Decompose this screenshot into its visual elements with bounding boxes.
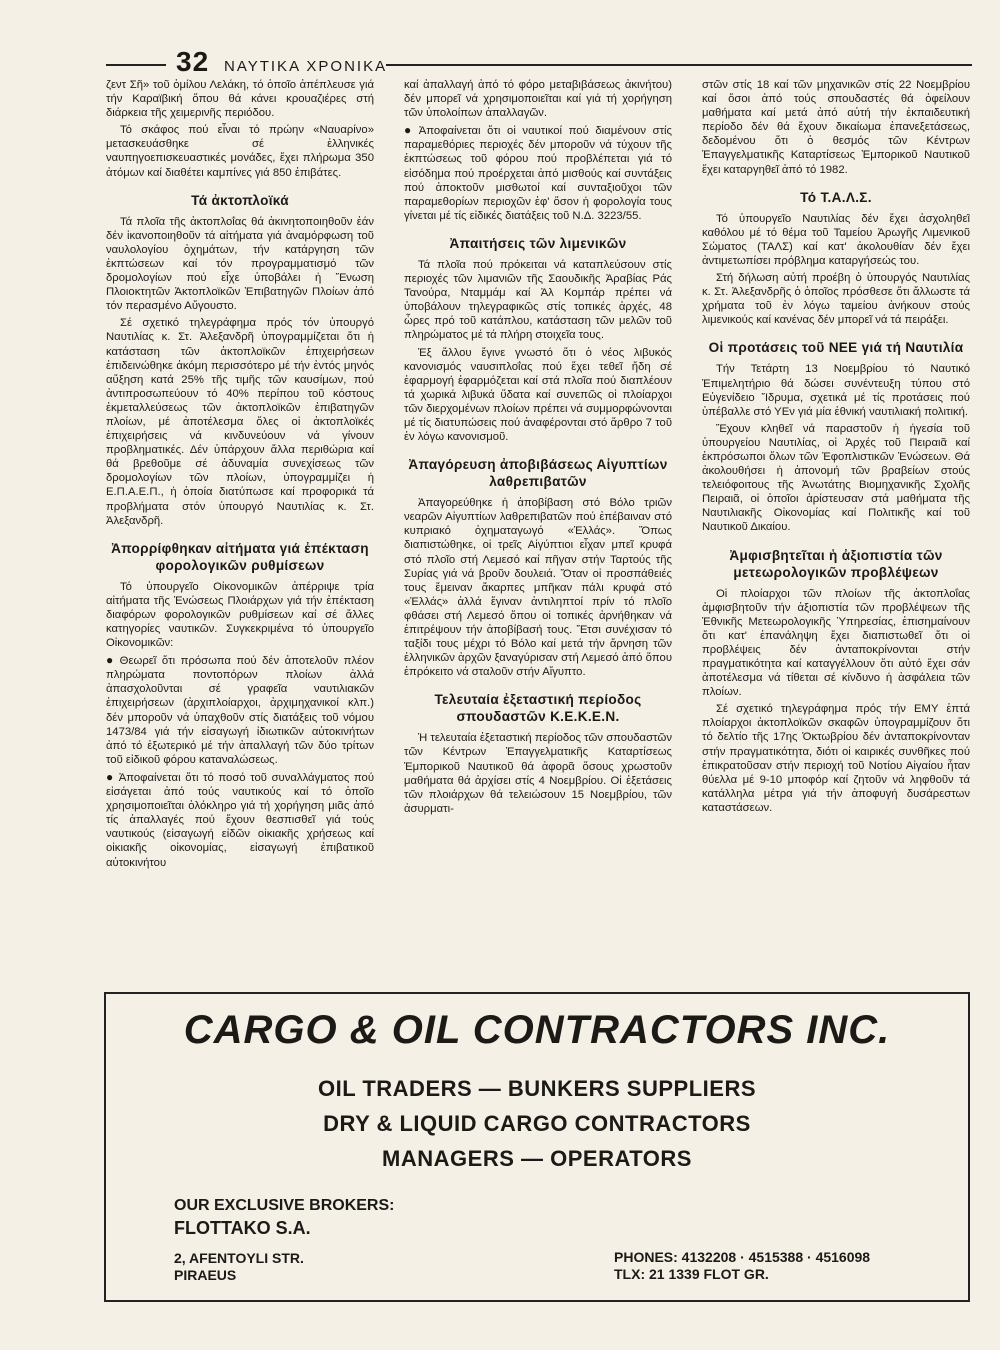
bullet-icon: ● — [106, 653, 116, 668]
ad-brokers-name: FLOTTAKO S.A. — [174, 1218, 311, 1238]
bullet-icon: ● — [106, 769, 115, 784]
ad-service-line: OIL TRADERS — BUNKERS SUPPLIERS — [317, 1076, 757, 1101]
article-column-2 — [404, 78, 672, 990]
paragraph: Σέ σχετικό τηλεγράφημα πρός τήν ΕΜΥ ἑπτά πλοίαρχοι ἀκτοπλοϊκῶν σκαφῶν ὑπογραμμίζουν ὅτι τό δελτίο τῆς 17ης Ὀκτωβρίου δέν ἀνταποκρίνονταν στήν πραγματικότητα, διότι οἱ καιρικές συνθῆκες πού ἐπικρατοῦσαν στήν περιοχή τοῦ Νοτίου Αἰγαίου ἦταν θύελλα μέ 9-10 μποφόρ καί ζητοῦν νά ληφθοῦν τά κατάλληλα μέτρα γιά τήν ἀποφυγή δυσάρεστων καταστάσεων. — [702, 703, 970, 814]
bullet-paragraph — [106, 653, 374, 767]
paragraph: Ἔχουν κληθεῖ νά παραστοῦν ἡ ἡγεσία τοῦ ὑπουργείου Ναυτιλίας, οἱ Ἀρχές τοῦ Πειραιᾶ καί ἐκπρόσωποι ὅλων τῶν Ἐφοπλιστικῶν Ἑνώσεων. Θά ἀκολουθήσει ἡ ἀπονομή τῶν βραβείων στούς τελειόφοιτους τῆς Ἀνωτάτης Βιομηχανικῆς Σχολῆς Πειραιᾶ, οἱ ὁποῖοι ἀρίστευσαν στά μαθήματα τῆς Ναυτιλιακῆς Οἰκονομίας καί Πολιτικῆς καί τοῦ Ναυτικοῦ Δικαίου. — [702, 422, 970, 534]
section-heading: Τελευταία ἐξεταστική περίοδος σπουδαστῶν Κ.Ε.Κ.Ε.Ν. — [434, 692, 642, 725]
page-number: 32 — [176, 46, 210, 77]
paragraph: Τό σκάφος πού εἶναι τό πρώην «Ναυαρίνο» μετασκευάσθηκε σέ ἑλληνικές ναυπηγοεπισκευαστικές μονάδες, ἔχει πλήρωμα 350 ἀτόμων καί διαθέτει καμπίνες γιά 850 ἐπιβάτες. — [106, 124, 374, 179]
bullet-text: Ἀποφαίνεται ὅτι οἱ ναυτικοί πού διαμένουν στίς παραμεθόριες περιοχές δέν μποροῦν νά τύχουν τῆς ἐκπτώσεως τοῦ φόρου πού προβλέπεται γιά τό εἰσόδημα πού προέρχεται ἀπό μισθούς καί συντάξεις πού ἀποκτοῦν μισθωτοί καί συνταξιοῦχοι τῶν παραμεθορίων περιοχῶν ἐφ' ὅσον ἡ φορολογία τους γίνεται μέ τίς εἰδικές διατάξεις τοῦ Ν.Δ. 3223/55. — [404, 125, 672, 222]
ad-address-city: PIRAEUS — [174, 1267, 237, 1283]
section-heading: Ἀπορρίφθηκαν αἰτήματα γιά ἐπέκταση φορολογικῶν ρυθμίσεων — [111, 540, 369, 573]
section-heading: Τά ἀκτοπλοϊκά — [191, 192, 289, 208]
section-heading: Τό Τ.Α.Λ.Σ. — [800, 189, 872, 205]
paragraph: Οἱ πλοίαρχοι τῶν πλοίων τῆς ἀκτοπλοΐας ἀμφισβητοῦν τήν ἀξιοπιστία τῶν προβλέψεων τῆς Ἐθνικῆς Μετεωρολογικῆς Ὑπηρεσίας, ἐπισημαίνουν ὅτι κατ' ἐπανάληψη ἔχει διαπιστωθεῖ ὅτι οἱ προβλέψεις δέν ἀνταποκρίνονται στήν πραγματικότητα καί καταγγέλλουν ὅτι αὐτό ἔχει σάν ἀποτέλεσμα νά τίθεται σέ κίνδυνο ἡ ἀσφάλεια τῶν πλοίων. — [702, 587, 970, 699]
ad-service-line: DRY & LIQUID CARGO CONTRACTORS — [323, 1111, 751, 1136]
paragraph: καί ἀπαλλαγή ἀπό τό φόρο μεταβιβάσεως ἀκινήτου) δέν μπορεῖ νά χρησιμοποιεῖται καί γιά τή χορήγηση τῶν ὑπολοίπων ἀπαλλαγῶν. — [404, 79, 672, 120]
publication-title: ΝΑΥΤΙΚΑ ΧΡΟΝΙΚΑ — [224, 58, 388, 75]
section-heading: Οἱ προτάσεις τοῦ ΝΕΕ γιά τή Ναυτιλία — [708, 340, 964, 356]
ad-telex: TLX: 21 1339 FLOT GR. — [614, 1266, 769, 1282]
paragraph: Τά πλοῖα τῆς ἀκτοπλοΐας θά ἀκινητοποιηθοῦν ἐάν δέν ἱκανοποιηθοῦν τά αἰτήματα γιά ἀναμόρφωση τοῦ ναυλολογίου ὀχημάτων, τήν κατάργηση τῶν ἐκπτώσεων καί τόν προγραμματισμό τῶν δρομολογίων πού εἶχε ὑποβάλει ἡ Ἕνωση Πλοιοκτητῶν Ἀκτοπλοϊκῶν Ἐπιβατηγῶν Πλοίων ἀπό τόν περασμένο Αὔγουστο. — [106, 215, 374, 313]
advertisement-box — [104, 992, 970, 1302]
paragraph: Ἀπαγορεύθηκε ἡ ἀποβίβαση στό Βόλο τριῶν νεαρῶν Αἰγυπτίων λαθρεπιβατῶν πού ἐπέβαιναν στό κυπριακό ὀχηματαγωγό «Ἑλλάς». Ὅπως διαπιστώθηκε, οἱ τρεῖς Αἰγύπτιοι εἶχαν μπεῖ κρυφά στό πλοῖο στή Λεμεσό καί πῆγαν στήν Ταρτούς τῆς Συρίας γιά νά βροῦν δουλειά. Ὅταν οἱ προσπάθειές τους ἔμειναν ἄκαρπες μπῆκαν πάλι κρυφά στό «Ἑλλάς» ἀλλά ἔγιναν ἀντιληπτοί πρίν τό πλοῖο φθάσει στή Λεμεσό ὅπου οἱ τοπικές ἀρνήθηκαν νά ἐπιτρέψουν τήν ἀποβίβασή τους. Ἔτσι συνέχισαν τό ταξίδι τους μέχρι τό Βόλο καί μετά τήν ἄρνηση τῶν ἑλληνικῶν ἀρχῶν ξαναγύρισαν στή Λεμεσό ἀπό ὅπου ἐπρόκειτο νά σταλοῦν στήν Αἴγυπτο. — [404, 497, 672, 679]
section-heading: Ἀπαιτήσεις τῶν λιμενικῶν — [449, 235, 627, 251]
paragraph: στῶν στίς 18 καί τῶν μηχανικῶν στίς 22 Νοεμβρίου καί ὅσοι ἀπό τούς σπουδαστές θά ὀφείλουν μαθήματα καί μετά ἀπό αὐτή τήν ἐκπαιδευτική περίοδο δέν θά ἔχουν δικαίωμα ἐπανεξετάσεως, δεδομένου ὅτι ὁ θεσμός τῶν Κέντρων Ἐπαγγελματικῆς Καταρτίσεως Ἐμπορικοῦ Ναυτικοῦ ἔχει καταργηθεῖ ἀπό τό 1982. — [702, 79, 970, 176]
section-heading: Ἀπαγόρευση ἀποβιβάσεως Αἰγυπτίων λαθρεπιβατῶν — [408, 457, 668, 490]
bullet-icon: ● — [404, 123, 415, 138]
ad-phones: PHONES: 4132208 · 4515388 · 4516098 — [614, 1249, 871, 1265]
paragraph: Ἡ τελευταία ἐξεταστική περίοδος τῶν σπουδαστῶν τῶν Κέντρων Ἐπαγγελματικῆς Καταρτίσεως Ἐμπορικοῦ Ναυτικοῦ θά ἀφορᾶ ὅσους χρωστοῦν μαθήματα θά ἀρχίσει στίς 4 Νοεμβρίου. Οἱ ἐξετάσεις τῶν πλοιάρχων θά τελειώσουν 15 Νοεμβρίου, τῶν ἀσυρματι- — [404, 732, 672, 815]
bullet-text: Θεωρεῖ ὅτι πρόσωπα πού δέν ἀποτελοῦν πλέον πληρώματα ποντοπόρων πλοίων ἀλλά ἀπασχολοῦνται σέ γραφεῖα ναυτιλιακῶν ἐπιχειρήσεων (ἀρχιπλοίαρχοι, ἀρχιμηχανικοί κλπ.) δέν μποροῦν νά ὑπαχθοῦν στίς διατάξεις τοῦ νόμου 1473/84 γιά τήν εἰσαγωγή ἰδιωτικῶν αὐτοκινήτων ἀπό τό ἐξωτερικό μέ τήν ἀπαλλαγή τῶν δύο τρίτων τοῦ εἰδικοῦ φόρου καταναλώσεως. — [106, 655, 374, 766]
ad-address-street: 2, AFENTOYLI STR. — [174, 1250, 304, 1266]
paragraph: ζεντ Σῆ» τοῦ ὁμίλου Λελάκη, τό ὁποῖο ἀπέπλευσε γιά τήν Καραϊβική ὅπου θά κάνει κρουαζιέρες στή διάρκεια τῆς χειμερινῆς περιόδου. — [106, 79, 374, 120]
article-column-1 — [106, 78, 374, 990]
paragraph: Τήν Τετάρτη 13 Νοεμβρίου τό Ναυτικό Ἐπιμελητήριο θά δώσει συνέντευξη τύπου στό Εὐγενίδειο Ἵδρυμα, σχετικά μέ τίς προτάσεις πού ὑπέβαλλε στό ΥΕν γιά μία ἐθνική ναυτιλιακή πολιτική. — [702, 363, 970, 418]
section-heading: Ἀμφισβητεῖται ἡ ἀξιοπιστία τῶν μετεωρολογικῶν προβλέψεων — [729, 547, 943, 580]
paragraph: Ἐξ ἄλλου ἔγινε γνωστό ὅτι ὁ νέος λιβυκός κανονισμός ναυσιπλοΐας πού ἔχει τεθεῖ ἤδη σέ ἐφαρμογή ἐφαρμόζεται καί στά πλοῖα πού διαπλέουν τά χωρικά λιβυκά ὕδατα καί συνεπῶς οἱ πλοίαρχοι τῶν διερχομένων πλοίων πρέπει νά συμμορφώνονται μέ τίς διατυπώσεις πού ἀναφέρονται στό ἄρθρο 7 τοῦ ἐν λόγω κανονισμοῦ. — [404, 346, 672, 444]
paragraph: Σέ σχετικό τηλεγράφημα πρός τόν ὑπουργό Ναυτιλίας κ. Στ. Ἀλεξανδρῆ ὑπογραμμίζεται ὅτι ἡ κατάσταση τῶν ἀκτοπλοϊκῶν ἐπιχειρήσεων ἐπιδεινώθηκε ἀκόμη περισσότερο μέ τήν ἐντός μηνός αὔξηση κατά 25% τῆς τιμῆς τῶν καυσίμων, πού ἀντιπροσωπεύουν τό 40% περίπου τοῦ κόστους ἐκμεταλλεύσεως τῶν ἀκτοπλοϊκῶν ἐπιβατηγῶν πλοίων, μέ ἀποτέλεσμα ὅλες οἱ ἀκτοπλοϊκές ἐπιχειρήσεις νά κινδυνεύουν νά γίνουν προβληματικές. Δέν ὑπάρχουν ἄλλα περιθώρια καί θά βρεθοῦμε σέ ἀδυναμία συνεχίσεως τῶν δρομολογίων τῶν πλοίων, ὑπογραμμίζει ἡ Ε.Π.Α.Ε.Π., ἡ ὁποία διατύπωσε καί προφορικά τά προβλήματα στόν ὑπουργό Ναυτιλίας κ. Στ. Ἀλεξανδρῆ. — [106, 317, 374, 527]
masthead-rule-right — [386, 64, 972, 66]
paragraph: Τό ὑπουργεῖο Ναυτιλίας δέν ἔχει ἀσχοληθεῖ καθόλου μέ τό θέμα τοῦ Ταμείου Ἀρωγῆς Λιμενικοῦ Σώματος (ΤΑΛΣ) καί κατ' ἀκολουθίαν δέν ἔχει ἀντιμετωπίσει πρόβλημα καταργήσεώς του. — [702, 212, 970, 267]
paragraph: Τό ὑπουργεῖο Οἰκονομικῶν ἀπέρριψε τρία αἰτήματα τῆς Ἑνώσεως Πλοιάρχων γιά τήν ἐπέκταση διαφόρων φορολογικῶν ρυθμίσεων καί σέ ἄλλες κατηγορίες ναυτικῶν. Συγκεκριμένα τό ὑπουργεῖο Οἰκονομικῶν: — [106, 580, 374, 650]
masthead-rule-left — [106, 64, 166, 66]
bullet-paragraph — [106, 770, 374, 870]
bullet-paragraph — [404, 123, 672, 223]
ad-service-line: MANAGERS — OPERATORS — [382, 1146, 692, 1171]
paragraph: Στή δήλωση αὐτή προέβη ὁ ὑπουργός Ναυτιλίας κ. Στ. Ἀλεξανδρῆς ὁ ὁποῖος πρόσθεσε ὅτι ἄλλωστε τά χρήματα τοῦ ἐν λόγω ταμείου ἀνήκουν στούς λιμενικούς καί κανένας δέν μπορεῖ νά τά πειράξει. — [702, 272, 970, 327]
bullet-text: Ἀποφαίνεται ὅτι τό ποσό τοῦ συναλλάγματος πού εἰσάγεται ἀπό τούς ναυτικούς καί τό ὁποῖο χρησιμοποιεῖται ὁλόκληρο γιά τή χορήγηση μιᾶς ἀπό τίς ἀπαλλαγές πού ἔχουν θεσπισθεῖ γιά τούς ναυτικούς (εἰσαγωγή εἰδῶν οἰκιακῆς χρήσεως καί οἰκιακῆς οἰκονομίας, εἰσαγωγή ἐπιβατικοῦ αὐτοκινήτου — [106, 771, 374, 869]
ad-company-name: CARGO & OIL CONTRACTORS INC. — [183, 1008, 891, 1052]
paragraph: Τά πλοῖα πού πρόκειται νά καταπλεύσουν στίς περιοχές τῶν λιμανιῶν τῆς Σαουδικῆς Ἀραβίας Ράς Τανούρα, Νταμμάμ καί Ἀλ Κομπάρ πρέπει νά ὑποβάλουν τηλεγραφικῶς στίς τοπικές ἀρχές, 48 ὧρες πρό τοῦ κατάπλου, κατάσταση τῶν μελῶν τοῦ πληρώματος μέ τά πλήρη στοιχεῖα τους. — [404, 258, 672, 342]
ad-brokers-label: OUR EXCLUSIVE BROKERS: — [174, 1197, 395, 1214]
article-column-3 — [702, 78, 970, 958]
